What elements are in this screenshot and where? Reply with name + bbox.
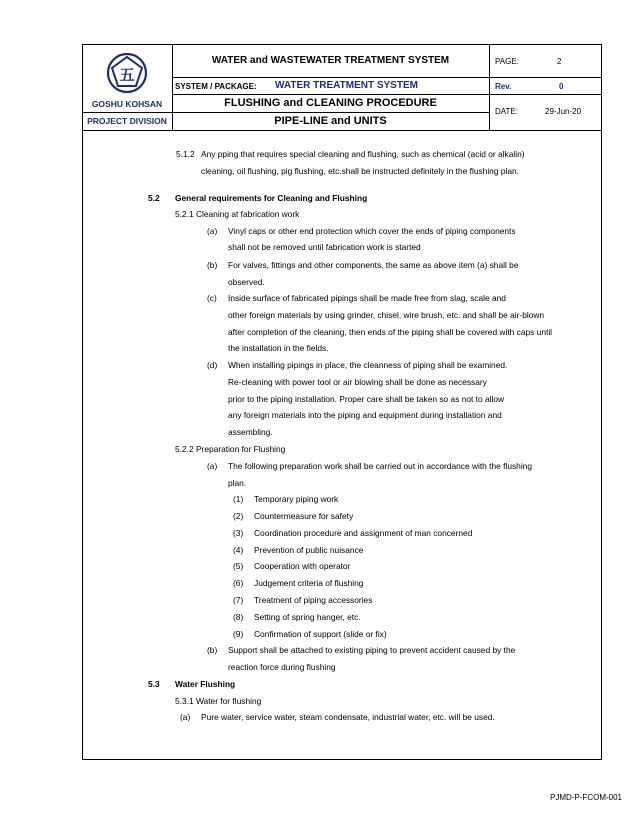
item-label: (a) — [180, 712, 191, 722]
list-item-number: (9) — [233, 629, 244, 639]
item-label: (b) — [207, 260, 218, 270]
list-item-number: (5) — [233, 561, 244, 571]
logo-emblem-icon — [106, 52, 148, 94]
date-label: DATE: — [495, 107, 518, 116]
list-item: Confirmation of support (slide or fix) — [254, 629, 387, 639]
section-number: 5.3 — [148, 679, 160, 689]
header-divider — [489, 44, 490, 130]
company-logo — [106, 52, 148, 94]
list-item-number: (6) — [233, 578, 244, 588]
item-label: (c) — [207, 293, 217, 303]
page-label: PAGE: — [495, 57, 519, 66]
paragraph-line: Any pping that requires special cleaning and flushing, such as chemical (acid or alkalin) — [201, 149, 525, 159]
date-value: 29-Jun-20 — [545, 107, 582, 116]
section-heading: Water Flushing — [175, 679, 236, 689]
system-package-label: SYSTEM / PACKAGE: — [175, 82, 257, 91]
paragraph-line: reaction force during flushing — [228, 662, 336, 672]
list-item-number: (8) — [233, 612, 244, 622]
list-item-number: (3) — [233, 528, 244, 538]
paragraph-line: When installing pipings in place, the cleanness of piping shall be examined. — [228, 360, 508, 370]
division-name: PROJECT DIVISION — [87, 116, 167, 126]
header-divider — [172, 94, 602, 95]
header-divider — [82, 130, 602, 131]
item-label: (b) — [207, 645, 218, 655]
section-heading: General requirements for Cleaning and Flushing — [175, 193, 368, 203]
logo-character: 五 — [119, 66, 135, 84]
paragraph-line: prior to the piping installation. Proper care shall be taken so as not to allow — [228, 394, 505, 404]
paragraph-line: shall not be removed until fabrication work is started — [228, 242, 421, 252]
paragraph-line: observed. — [228, 277, 265, 287]
item-label: (d) — [207, 360, 218, 370]
paragraph-line: after completion of the cleaning, then ends of the piping shall be covered with caps until — [228, 327, 553, 337]
paragraph-line: Support shall be attached to existing piping to prevent accident caused by the — [228, 645, 516, 655]
document-subtitle: PIPE-LINE and UNITS — [274, 115, 387, 127]
list-item: Prevention of public nuisance — [254, 545, 364, 555]
page-number: 2 — [557, 57, 562, 66]
header-divider — [172, 77, 602, 78]
paragraph-line: Inside surface of fabricated pipings shall be made free from slag, scale and — [228, 293, 506, 303]
paragraph-line: other foreign materials by using grinder, chisel, wire brush, etc. and shall be air-blown — [228, 310, 545, 320]
system-package-value: WATER TREATMENT SYSTEM — [275, 80, 418, 91]
list-item: Countermeasure for safety — [254, 511, 354, 521]
list-item: Temporary piping work — [254, 494, 339, 504]
subsection-heading: 5.2.2 Preparation for Flushing — [175, 444, 286, 454]
document-title: FLUSHING and CLEANING PROCEDURE — [224, 97, 437, 109]
paragraph-line: The following preparation work shall be carried out in accordance with the flushing — [228, 461, 532, 471]
subsection-heading: 5.3.1 Water for flushing — [175, 696, 262, 706]
list-item: Judgement criteria of flushing — [254, 578, 364, 588]
company-name: GOSHU KOHSAN — [91, 99, 163, 109]
paragraph-line: Vinyl caps or other end protection which cover the ends of piping components — [228, 226, 516, 236]
revision-value: 0 — [559, 82, 564, 91]
paragraph-line: cleaning, oil flushing, pig flushing, etc.shall be instructed definitely in the flushing plan. — [201, 166, 519, 176]
paragraph-line: the installation in the fields. — [228, 343, 329, 353]
paragraph-line: assembling. — [228, 427, 273, 437]
clause-number: 5.1.2 — [176, 149, 195, 159]
item-label: (a) — [207, 226, 218, 236]
list-item-number: (4) — [233, 545, 244, 555]
paragraph-line: Pure water, service water, steam condensate, industrial water, etc. will be used. — [201, 712, 495, 722]
header-divider — [82, 112, 489, 113]
list-item: Treatment of piping accessories — [254, 595, 373, 605]
paragraph-line: any foreign materials into the piping and equipment during installation and — [228, 410, 502, 420]
paragraph-line: plan. — [228, 478, 247, 488]
system-title: WATER and WASTEWATER TREATMENT SYSTEM — [211, 55, 450, 66]
list-item: Cooperation with operator — [254, 561, 351, 571]
document-code: PJMD-P-FCOM-001 — [549, 793, 622, 802]
list-item-number: (7) — [233, 595, 244, 605]
subsection-heading: 5.2.1 Cleaning at fabrication work — [175, 209, 300, 219]
list-item-number: (2) — [233, 511, 244, 521]
list-item: Setting of spring hanger, etc. — [254, 612, 361, 622]
list-item: Coordination procedure and assignment of man concerned — [254, 528, 473, 538]
paragraph-line: For valves, fittings and other components, the same as above item (a) shall be — [228, 260, 519, 270]
item-label: (a) — [207, 461, 218, 471]
paragraph-line: Re-cleaning with power tool or air blowing shall be done as necessary — [228, 377, 487, 387]
list-item-number: (1) — [233, 494, 244, 504]
section-number: 5.2 — [148, 193, 160, 203]
revision-label: Rev. — [495, 82, 512, 91]
